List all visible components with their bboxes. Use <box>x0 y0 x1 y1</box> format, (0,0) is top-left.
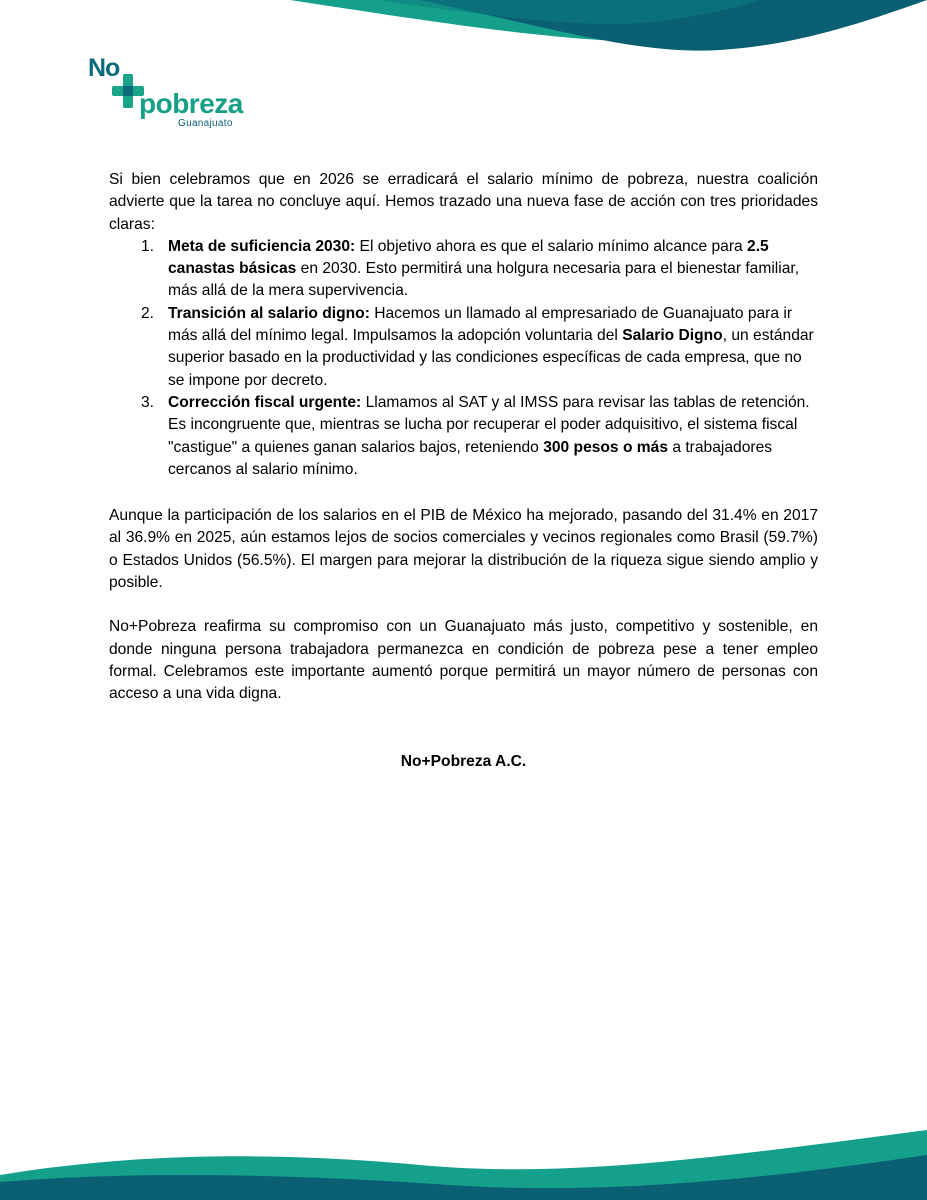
priority-title: Meta de suficiencia 2030: <box>168 237 356 255</box>
priority-item-3 <box>109 392 818 481</box>
priority-highlight: 2.5 canastas básicas <box>168 237 769 278</box>
priority-number: 1. <box>141 237 155 255</box>
priority-number: 2. <box>141 304 155 322</box>
priority-item-1 <box>109 236 818 303</box>
pib-paragraph: Aunque la participación de los salarios en el PIB de México ha mejorado, pasando del 31.4% en 2017 al 36.9% en 2025, aún estamos lejos de socios comerciales y vecinos regionales como Brasil (59.7%) o Estados Unidos (56.5%). El margen para mejorar la distribución de la riqueza sigue siendo amplio y posible. <box>109 507 818 592</box>
footer-wave-decoration <box>0 1120 927 1200</box>
priorities-list <box>109 236 818 481</box>
logo-no-text: No <box>88 54 120 82</box>
priority-text: , un estándar superior basado en la productividad y las condiciones específicas de cada empresa, que no se impone por decreto. <box>168 327 814 389</box>
priority-number: 3. <box>141 393 155 411</box>
priority-text: en 2030. Esto permitirá una holgura necesaria para el bienestar familiar, más allá de la mera supervivencia. <box>168 260 800 300</box>
priority-highlight: Salario Digno <box>622 327 723 345</box>
priority-highlight: 300 pesos o más <box>543 438 669 456</box>
commitment-paragraph: No+Pobreza reafirma su compromiso con un Guanajuato más justo, competitivo y sostenible, en donde ninguna persona trabajadora permanezca en condición de pobreza pese a tener empleo formal. Celebramos este importante aumentó porque permitirá un mayor número de personas con acceso a una vida digna. <box>109 618 818 703</box>
priority-text: El objetivo ahora es que el salario mínimo alcance para <box>355 237 748 255</box>
priority-text: Hacemos un llamado al empresariado de Guanajuato para ir más allá del mínimo legal. Impulsamos la adopción voluntaria del <box>168 304 793 345</box>
priority-title: Transición al salario digno: <box>168 304 370 322</box>
document-body <box>109 169 818 788</box>
signature: No+Pobreza A.C. <box>400 752 527 770</box>
priority-title: Corrección fiscal urgente: <box>168 393 362 411</box>
logo-pobreza-text: pobreza <box>139 88 243 119</box>
priority-item-2 <box>109 303 818 392</box>
priority-text: a trabajadores cercanos al salario mínimo. <box>168 438 773 478</box>
no-pobreza-logo <box>88 52 248 136</box>
intro-paragraph: Si bien celebramos que en 2026 se erradicará el salario mínimo de pobreza, nuestra coalición advierte que la tarea no concluye aquí. Hemos trazado una nueva fase de acción con tres prioridades claras: <box>109 171 818 233</box>
priority-text: Llamamos al SAT y al IMSS para revisar las tablas de retención. Es incongruente que, mientras se lucha por recuperar el poder adquisitivo, el sistema fiscal "castigue" a quienes ganan salarios bajos, reteniendo <box>168 393 810 456</box>
logo-region-text: Guanajuato <box>178 118 233 129</box>
header-wave-decoration <box>0 0 927 60</box>
